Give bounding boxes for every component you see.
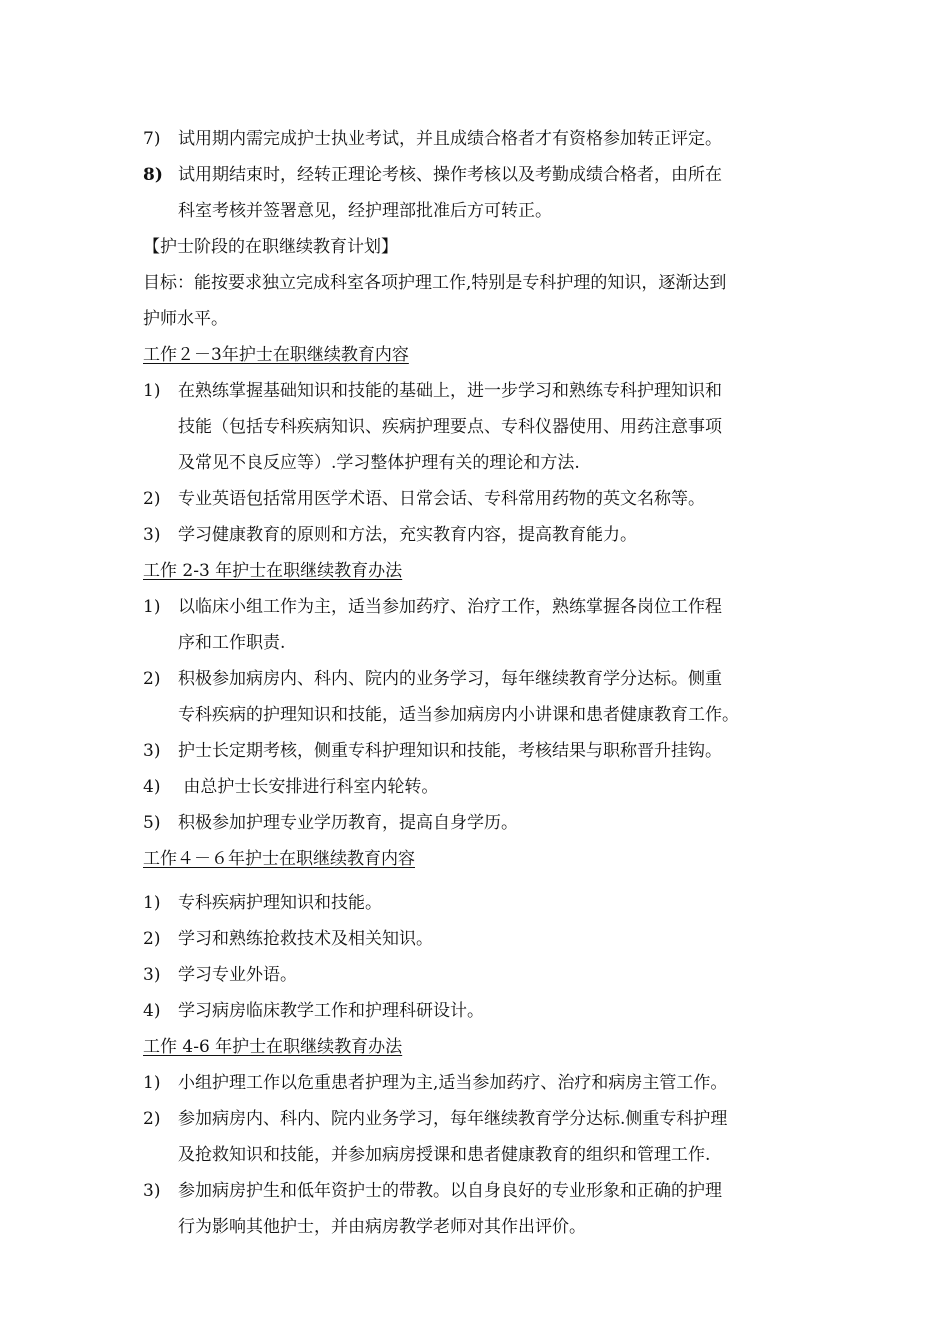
list-item <box>143 481 813 517</box>
goal-text-line: 目标：能按要求独立完成科室各项护理工作,特别是专科护理的知识，逐渐达到 <box>143 273 727 293</box>
spacer <box>143 877 813 885</box>
item-number: 4) <box>143 1001 161 1021</box>
item-number: 1) <box>143 1073 161 1093</box>
item-number: 4) <box>143 777 161 797</box>
list-item <box>143 805 813 841</box>
item-number: 2) <box>143 669 161 689</box>
item-text: 积极参加病房内、科内、院内的业务学习，每年继续教育学分达标。侧重 <box>178 669 722 689</box>
item-number: 3) <box>143 1181 161 1201</box>
item-text: 以临床小组工作为主，适当参加药疗、治疗工作，熟练掌握各岗位工作程 <box>178 597 722 617</box>
item-number: 8) <box>143 165 163 185</box>
section-heading: 工作４－６年护士在职继续教育内容 <box>143 849 415 869</box>
section-method-4-6 <box>143 1029 813 1245</box>
item-text: 学习专业外语。 <box>178 965 297 985</box>
item-text: 参加病房内、科内、院内业务学习，每年继续教育学分达标.侧重专科护理 <box>178 1109 728 1129</box>
item-text: 专科疾病护理知识和技能。 <box>178 893 382 913</box>
item-text: 学习健康教育的原则和方法，充实教育内容，提高教育能力。 <box>178 525 637 545</box>
list-item <box>143 121 813 157</box>
list-item <box>143 373 813 409</box>
list-item <box>143 157 813 193</box>
list-item <box>143 885 813 921</box>
item-number: 7) <box>143 129 161 149</box>
item-continuation: 技能（包括专科疾病知识、疾病护理要点、专科仪器使用、用药注意事项 <box>178 417 722 437</box>
item-number: 2) <box>143 1109 161 1129</box>
item-number: 1) <box>143 597 161 617</box>
list-item <box>143 733 813 769</box>
item-text: 专业英语包括常用医学术语、日常会话、专科常用药物的英文名称等。 <box>178 489 705 509</box>
section-title: 【护士阶段的在职继续教育计划】 <box>143 237 398 257</box>
section-heading: 工作 4-6 年护士在职继续教育办法 <box>143 1037 403 1057</box>
item-text: 由总护士长安排进行科室内轮转。 <box>178 777 439 797</box>
list-item <box>143 1101 813 1137</box>
item-continuation: 科室考核并签署意见，经护理部批准后方可转正。 <box>178 201 552 221</box>
item-number: 3) <box>143 741 161 761</box>
list-item <box>143 517 813 553</box>
section-content-2-3 <box>143 337 813 553</box>
section-heading: 工作 2-3 年护士在职继续教育办法 <box>143 561 403 581</box>
intro-list <box>143 121 813 229</box>
item-number: 2) <box>143 489 161 509</box>
goal-text-line: 护师水平。 <box>143 309 228 329</box>
item-text: 学习病房临床教学工作和护理科研设计。 <box>178 1001 484 1021</box>
item-continuation: 及抢救知识和技能，并参加病房授课和患者健康教育的组织和管理工作. <box>178 1145 711 1165</box>
section-content-4-6 <box>143 841 813 1029</box>
item-number: 2) <box>143 929 161 949</box>
list-item <box>143 921 813 957</box>
item-continuation: 序和工作职责. <box>178 633 286 653</box>
item-text: 学习和熟练抢救技术及相关知识。 <box>178 929 433 949</box>
item-number: 3) <box>143 965 161 985</box>
list-item <box>143 993 813 1029</box>
item-number: 3) <box>143 525 161 545</box>
item-text: 试用期结束时，经转正理论考核、操作考核以及考勤成绩合格者，由所在 <box>178 165 722 185</box>
section-heading: 工作２－3年护士在职继续教育内容 <box>143 345 409 365</box>
item-number: 5) <box>143 813 161 833</box>
item-text: 参加病房护生和低年资护士的带教。以自身良好的专业形象和正确的护理 <box>178 1181 722 1201</box>
item-text: 积极参加护理专业学历教育，提高自身学历。 <box>178 813 518 833</box>
list-item <box>143 1173 813 1209</box>
list-item <box>143 1065 813 1101</box>
item-text: 在熟练掌握基础知识和技能的基础上，进一步学习和熟练专科护理知识和 <box>178 381 722 401</box>
document-page <box>143 121 813 1245</box>
list-item <box>143 769 813 805</box>
item-text: 护士长定期考核，侧重专科护理知识和技能，考核结果与职称晋升挂钩。 <box>178 741 722 761</box>
list-item <box>143 589 813 625</box>
list-item <box>143 661 813 697</box>
section-method-2-3 <box>143 553 813 841</box>
item-text: 小组护理工作以危重患者护理为主,适当参加药疗、治疗和病房主管工作。 <box>178 1073 728 1093</box>
item-continuation: 专科疾病的护理知识和技能，适当参加病房内小讲课和患者健康教育工作。 <box>178 705 739 725</box>
item-number: 1) <box>143 381 161 401</box>
list-item <box>143 957 813 993</box>
item-text: 试用期内需完成护士执业考试，并且成绩合格者才有资格参加转正评定。 <box>178 129 722 149</box>
item-continuation: 行为影响其他护士，并由病房教学老师对其作出评价。 <box>178 1217 586 1237</box>
item-continuation: 及常见不良反应等）.学习整体护理有关的理论和方法. <box>178 453 580 473</box>
item-number: 1) <box>143 893 161 913</box>
